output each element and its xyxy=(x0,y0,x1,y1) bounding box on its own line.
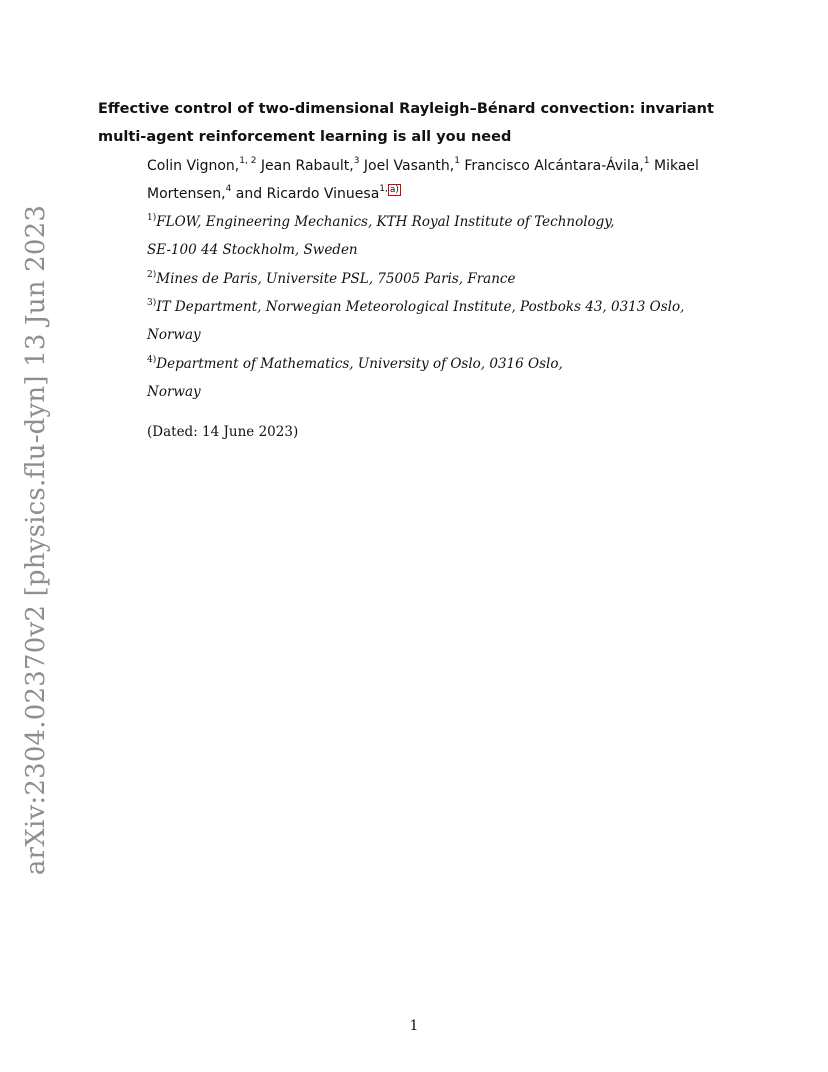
author-affiliation-marker: 4 xyxy=(225,184,232,195)
page-number: 1 xyxy=(409,1018,419,1034)
date-line: (Dated: 14 June 2023) xyxy=(147,424,299,440)
affiliation-4 xyxy=(147,350,707,406)
affiliation-text: Norway xyxy=(147,384,201,400)
affiliation-marker: 4) xyxy=(147,354,157,365)
affiliation-2 xyxy=(147,265,707,293)
author-name: Colin Vignon, xyxy=(147,158,240,174)
author-line-2 xyxy=(147,180,707,208)
affiliation-text: Department of Mathematics, University of Oslo, 0316 Oslo, xyxy=(156,356,563,372)
affiliation-text: SE-100 44 Stockholm, Sweden xyxy=(147,242,358,258)
affiliation-text: IT Department, Norwegian Meteorological Institute, Postboks 43, 0313 Oslo, xyxy=(156,299,685,315)
author-name: Mortensen, xyxy=(147,186,226,202)
affiliation-marker: 3) xyxy=(147,297,157,308)
author-affiliation-marker: 1 xyxy=(643,156,650,167)
author-affiliation-marker: 1, xyxy=(379,184,388,195)
author-name: Joel Vasanth, xyxy=(359,158,455,174)
affiliation-marker: 2) xyxy=(147,269,157,280)
author-affiliation-marker: 1, 2 xyxy=(239,156,257,167)
affiliation-1 xyxy=(147,208,707,264)
affiliation-marker: 1) xyxy=(147,212,157,223)
arxiv-identifier-stamp: arXiv:2304.02370v2 [physics.flu-dyn] 13 Jun 2023 xyxy=(21,204,51,876)
title-line-1: Effective control of two-dimensional Rayleigh–Bénard convection: invariant xyxy=(98,101,714,117)
affiliation-text: FLOW, Engineering Mechanics, KTH Royal Institute of Technology, xyxy=(156,214,615,230)
paper-title xyxy=(98,95,718,151)
title-line-2: multi-agent reinforcement learning is all you need xyxy=(98,129,512,145)
author-affiliation-marker: 3 xyxy=(353,156,360,167)
author-affiliation-marker: 1 xyxy=(454,156,460,167)
affiliation-3 xyxy=(147,293,707,349)
affiliation-text: Norway xyxy=(147,327,201,343)
author-list xyxy=(147,152,707,208)
author-name: Francisco Alcántara-Ávila, xyxy=(459,158,644,174)
corresponding-author-footnote-link[interactable]: a) xyxy=(389,185,399,195)
author-line-1 xyxy=(147,152,707,180)
author-name: Jean Rabault, xyxy=(256,158,354,174)
affiliation-text: Mines de Paris, Universite PSL, 75005 Paris, France xyxy=(156,271,516,287)
author-name: and Ricardo Vinuesa xyxy=(231,186,380,202)
author-name: Mikael xyxy=(649,158,699,174)
